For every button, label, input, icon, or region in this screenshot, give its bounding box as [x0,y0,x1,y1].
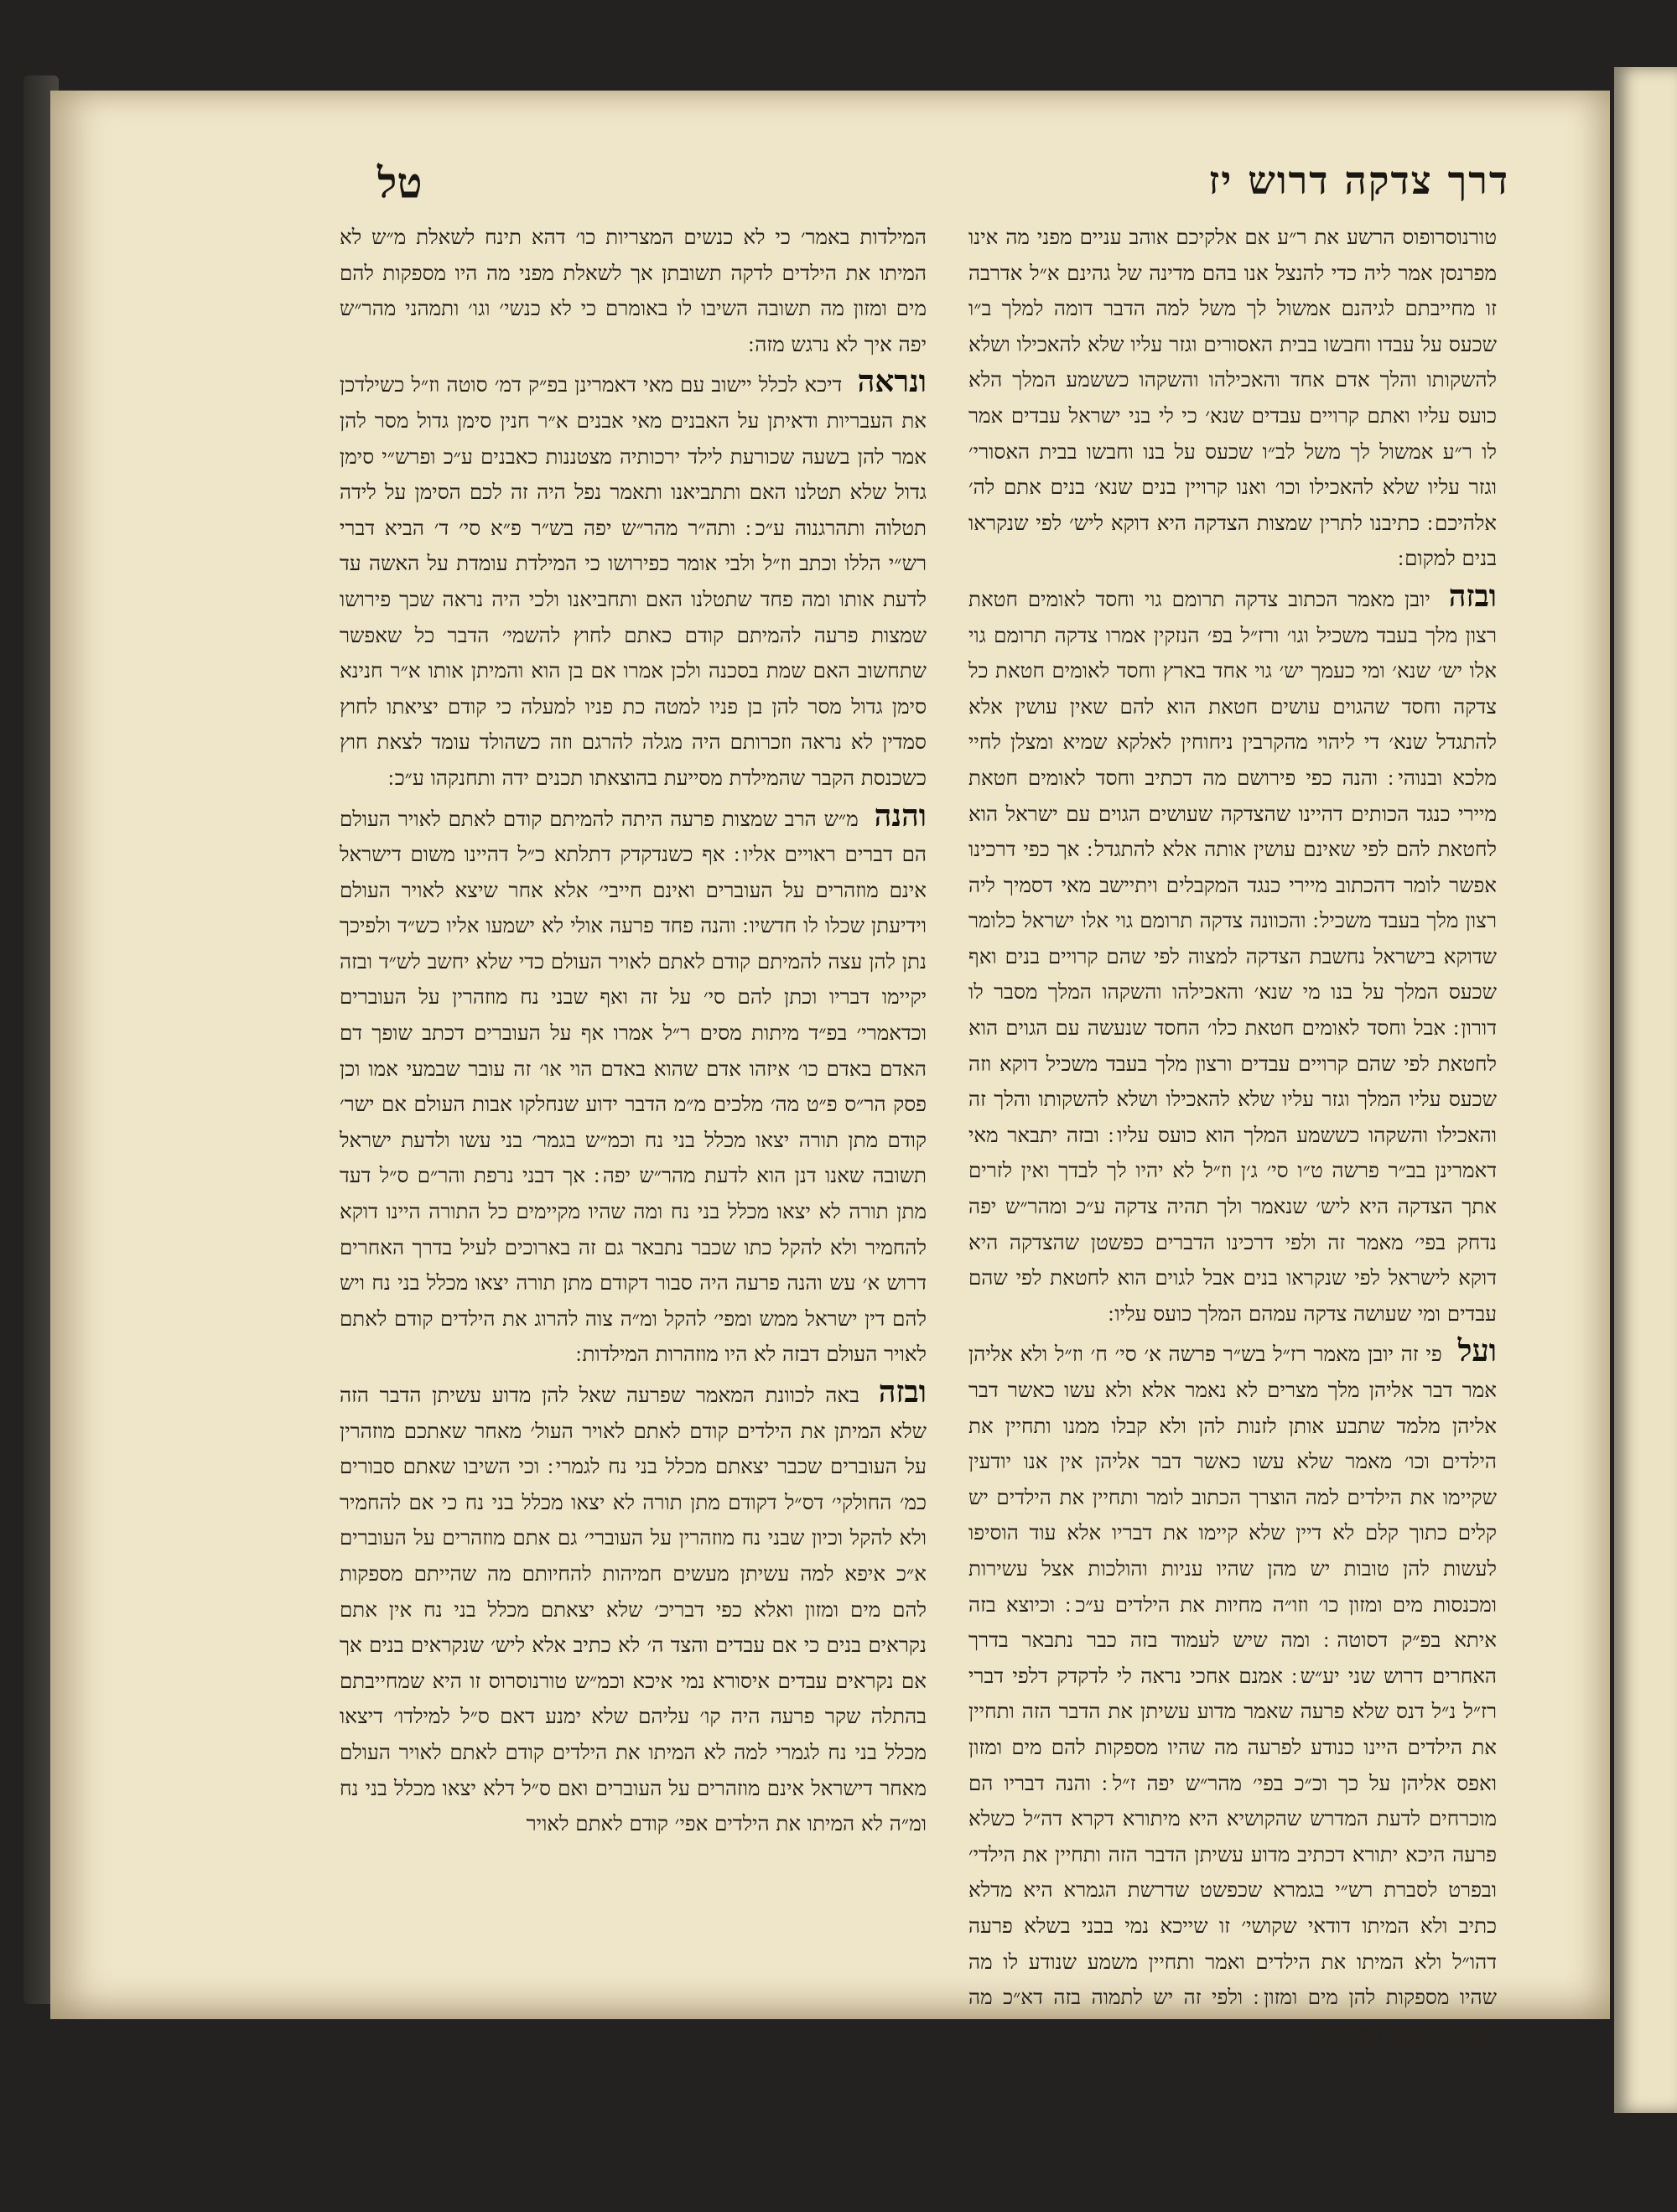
paragraph-text: מ״ש הרב שמצות פרעה היתה להמיתם קודם לאתם לאויר העולם הם דברים ראויים אליו ׃ אף כשנדקדק דתלתא כ״ל דהיינו משום דישראל אינם מוזהרים על העוברים ואינם חייבי׳ אלא אחר שיצא לאויר העולם וידיעתן שכלו לו חדשיו ׃ והנה פחד פרעה אולי לא ישמעו אליו כש״ד ולפיכך נתן להן עצה להמיתם קודם לאתם לאויר העולם כדי שלא יחשב לש״ד ובזה יקיימו דבריו וכתן להם סי׳ על זה ואף שבני נח מוזהרין על העוברים וכדאמרי׳ בפ״ד מיתות מסים ר״ל אמרו אף על העוברים דכתב שופך דם האדם באדם כו׳ איזהו אדם שהוא באדם הוי או׳ זה עובר שבמעי אמו וכן פסק הר״ס פ״ט מה׳ מלכים מ״מ הדבר ידוע שנחלקו אבות העולם אם ישר׳ קודם מתן תורה יצאו מכלל בני נח וכמ״ש בגמר׳ בני עשו ולדעת ישראל תשובה שאנו דנן הוא לדעת מהר״ש יפה ׃ אך דבני נרפת והר״ם ס״ל דעד מתן תורה לא יצאו מכלל בני נח ומה שהיו מקיימים כל התורה היינו דוקא להחמיר ולא להקל כתו שכבר נתבאר גם זה בארוכים לעיל בדרך האחרים דרוש א׳ עש והנה פרעה היה סבור דקודם מתן תורה יצאו מכלל בני נח ויש להם דין ישראל ממש ומפי׳ להקל ומ״ה צוה להרוג את הילדים קודם לאתם לאויר העולם דבזה לא היו מוזהרות המילדות ׃ [340,806,927,1367]
left-text-column [340,220,927,1844]
paragraph-lead-word: והנה [874,797,927,833]
paragraph [340,364,927,796]
paragraph [968,579,1497,1332]
paragraph-text: טורנוסרופוס הרשע את ר״ע אם אלקיכם אוהב עניים מפני מה אינו מפרנסן אמר ליה כדי להנצל אנו בהם מדינה של גהינם א״ל אדרבה זו מחייבתם לגיהנם אמשול לך משל למה הדבר דומה למלך ב״ו שכעס על עבדו וחבשו בבית האסורים וגזר עליו שלא להאכילו ושלא להשקותו והלך אדם אחד והאכילהו והשקהו כששמע המלך הלא כועס עליו ואתם קרויים עבדים שנא׳ כי לי בני ישראל עבדים אמר לו ר״ע אמשול לך משל לב״ו שכעס על בנו וחבשו בבית האסורי׳ וגזר עליו שלא להאכילו וכו׳ ואנו קרויין בנים שנא׳ בנים אתם לה׳ אלהיכם ׃ כתיבנו לתרין שמצות הצדקה היא דוקא ליש׳ לפי שנקראו בנים למקום ׃ [968,225,1497,571]
paragraph-lead-word: ונראה [857,364,927,400]
folio-number: טל [377,158,423,207]
paragraph [340,220,927,362]
paragraph [340,798,927,1373]
paragraph [340,1374,927,1842]
paragraph-lead-word: ובזה [1448,578,1498,614]
paragraph-text: המילדות באמר׳ כי לא כנשים המצריות כו׳ דהא תינח לשאלת מ״ש לא המיתו את הילדים לדקה תשובתן אך לשאלת מפני מה היו מספקות להם מים ומזון מה תשובה השיבו לו באומרם כי לא כנשי׳ וגו׳ ותמהני מהר״ש יפה איך לא נרגש מזה ׃ [340,225,927,356]
page-header [377,158,1509,216]
paragraph-text: דיכא לכלל יישוב עם מאי דאמרינן בפ״ק דמ׳ סוטה וז״ל כשילדכן את העבריות ודאיתן על האבנים מאי אבנים א״ר חנין סימן גדול מסר להן אמר להן בשעה שכורעת לילד ירכותיה מצטננות כאבנים ע״כ ופרש״י סימן גדול שלא תטלנו האם ותתביאנו ותאמר נפל היה זה לכם הסימן על לידה תטלוה ותהרגנוה ע״כ ׃ ותה״ר מהר״ש יפה בש״ר פ״א סי׳ ד׳ הביא דברי רש״י הללו וכתב וז״ל ולבי אומר כפירושו כי המילדת עומדת על האשה עד לדעת אותו ומה פחד שתטלנו האם ותחביאנו ולכי היה נראה שכך פירושו שמצות פרעה להמיתם קודם כאתם לחוץ להשמי׳ הדבר כל שאפשר שתחשוב האם שמת בסכנה ולכן אמרו אם בן הוא והמיתן אותו א״ר חנינא סימן גדול מסר להן בן פניו למטה כת פניו למעלה כי קודם יציאתו לחוץ סמדין לא נראה וזכרותם היה מגלה להרגם וזה כשהולד עומד לצאת חוץ כשכנסת הקבר שהמילדת מסייעת בהוצאתו תכנים ידה ותחנקהו ע״כ ׃ [340,372,927,790]
paragraph-lead-word: ועל [1457,1333,1497,1369]
paragraph [968,1333,1497,2051]
paragraph-text: באה לכוונת המאמר שפרעה שאל להן מדוע עשיתן הדבר הזה שלא המיתן את הילדים קודם לאתם לאויר העול׳ מאחר שאתכם מוזהרין על העוברים שכבר יצאתם מכלל בני נח לגמרי ׃ וכי השיבו שאתם סבורים כמ׳ החולקי׳ דס״ל דקודם מתן תורה לא יצאו מכלל בני נח כי אם להחמיר ולא להקל וכיון שבני נח מוזהרין על העוברי׳ גם אתם מוזהרים על העוברים א״כ איפא למה עשיתן מעשים חמיהות להחיותם מה שהייתם מספקות להם מים ומזון ואלא כפי דבריכ׳ שלא יצאתם מכלל בני נח אין אתם נקראים בנים כי אם עבדים והצד ה׳ לא כתיב אלא ליש׳ שנקראים בנים אך אם נקראים עבדים איסורא נמי איכא וכמ״ש טורנוסרוס זו היא שמחייבתם בהתלה שקר פרעה היה קו׳ עליהם שלא ימנע דאם ס״ל למילדו׳ דיצאו מכלל בני נח לגמרי למה לא המיתו את הילדים קודם לאתם לאויר העולם מאחר דישראל אינם מוזהרים על העוברים ואם ס״ל דלא יצאו מכלל בני נח ומ״ה לא המיתו את הילדים אפי׳ קודם לאתם לאויר [340,1383,927,1836]
paragraph [968,220,1497,577]
right-text-column [968,220,1497,2053]
paragraph-text: פי זה יובן מאמר רז״ל בש״ר פרשה א׳ סי׳ ח׳ וז״ל ולא אליהן אמר דבר אליהן מלך מצרים לא נאמר אלא ולא עשו כאשר דבר אליהן מלמד שתבע אותן לזנות להן ולא קבלו ממנו ותחיין את הילדים וכו׳ מאמר שלא עשו כאשר דבר אליהן אין אנו יודעין שקיימו את הילדים למה הוצרך הכתוב לומר ותחיין את הילדים יש קלים כתוך קלם לא דיין שלא קיימו את דבריו אלא עוד הוסיפו לעשות להן טובות יש מהן שהיו עניות והולכות אצל עשירות ומכנסות מים ומזון כו׳ וזו״ה מחיות את הילדים ע״כ ׃ וכיוצא בזה איתא בפ״ק דסוטה ׃ ומה שיש לעמוד בזה כבר נתבאר בדרך האחרים דרוש שני יע״ש ׃ אמנם אחכי נראה לי לדקדק דלפי דברי רז״ל נ״ל דנס שלא פרעה שאמר מדוע עשיתן את הדבר הזה ותחיין את הילדים היינו כנודע לפרעה מה שהיו מספקות להם מים ומזון ואפס אליהן על כך וכ״כ בפי׳ מהר״ש יפה ז״ל ׃ והנה דבריו הם מוכרחים לדעת המדרש שהקושיא היא מיתורא דקרא דה״ל כשלא פרעה היכא יתורא דכתיב מדוע עשיתן הדבר הזה ותחיין את הילדי׳ ובפרט לסברת רש״י בגמרא שכפשט שדרשת הגמרא היא מדלא כתיב ולא המיתו דודאי שקושי׳ זו שייכא נמי בבני בשלא פרעה דהו״ל ולא המיתו את הילדים ואמר ותחיין משמע שנודע לו מה שהיו מספקות להן מים ומזון ׃ ולפי זה יש לתמוה בזה דא״כ מה תשובה השיבו המילדות [968,1342,1497,2045]
paragraph-lead-word: ובזה [878,1374,927,1410]
facing-page-edge [1614,67,1677,2113]
paragraph-text: יובן מאמר הכתוב צדקה תרומם גוי וחסד לאומים חטאת רצון מלך בעבד משכיל וגו׳ ורז״ל בפ׳ הנזקין אמרו צדקה תרומם גוי אלו יש׳ שנא׳ ומי כעמך יש׳ גוי אחד בארץ וחסד לאומים חטאת כל צדקה וחסד שהגוים עושים חטאת הוא להם שאין עושין אלא להתגדל שנא׳ די ליהוי מהקרבין ניחוחין לאלקא שמיא ומצלן לחיי מלכא ובנוהי ׃ והנה כפי פירושם מה דכתיב וחסד לאומים חטאת מיירי כנגד הכותים דהיינו שהצדקה שעושים הגוים עם ישראל הוא לחטאת להם לפי שאינם עושין אותה אלא להתגדל ׃ אך כפי דרכינו אפשר לומר דהכתוב מיירי כנגד המקבלים ויתיישב מאי דסמיך ליה רצון מלך בעבד משכיל ׃ והכוונה צדקה תרומם גוי אלו ישראל כלומר שדוקא בישראל נחשבת הצדקה למצוה לפי שהם קרויים בנים ואף שכעס המלך על בנו מי שנא׳ והאכילהו והשקהו המלך מסבר לו דורון ׃ אבל וחסד לאומים חטאת כלו׳ החסד שנעשה עם הגוים הוא לחטאת לפי שהם קרויים עבדים ורצון מלך בעבד משכיל דוקא וזה שכעס עליו המלך וגזר עליו שלא להאכילו ושלא להשקותו והלך זה והאכילו והשקהו כששמע המלך הוא כועס עליו ׃ ובזה יתבאר מאי דאמרינן בב״ר פרשה ט״ו סי׳ ג׳ן וז״ל לא יהיו לך לבדך ואין לזרים אתך הצדקה היא ליש׳ שנאמר ולך תהיה צדקה ע״כ ומהר״ש יפה נדחק בפי׳ מאמר זה ולפי דרכינו הדברים כפשטן שהצדקה היא דוקא לישראל לפי שנקראו בנים אבל לגוים הוא לחטאת לפי שהם עבדים ומי שעושה צדקה עמהם המלך כועס עליו ׃ [968,586,1497,1326]
running-title: דרך צדקה דרוש יז [1208,158,1509,203]
